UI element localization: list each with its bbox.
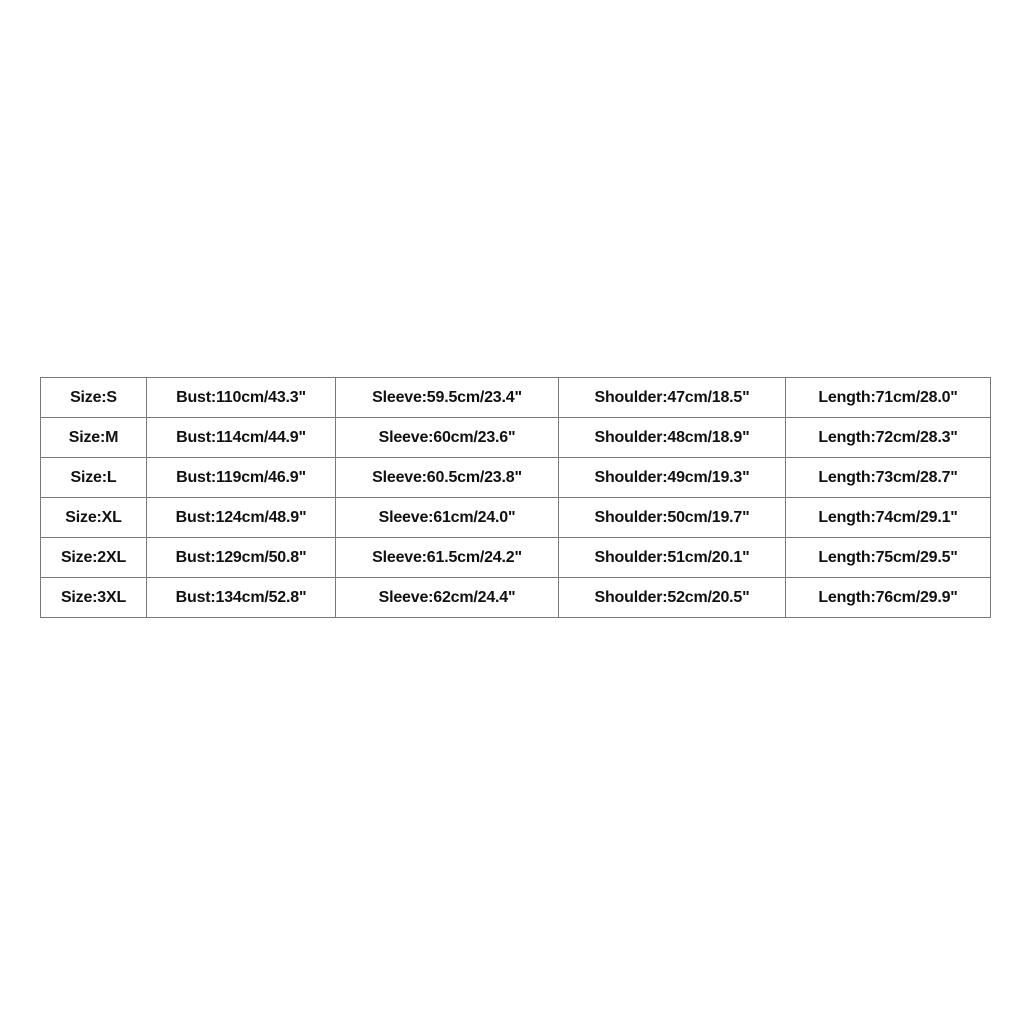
size-chart-table (40, 377, 991, 618)
table-row (41, 458, 991, 498)
length-cell: Length:73cm/28.7" (786, 458, 991, 498)
size-cell: Size:L (41, 458, 147, 498)
sleeve-cell: Sleeve:62cm/24.4" (336, 578, 559, 618)
bust-cell: Bust:134cm/52.8" (147, 578, 336, 618)
length-cell: Length:74cm/29.1" (786, 498, 991, 538)
table-row (41, 378, 991, 418)
length-cell: Length:76cm/29.9" (786, 578, 991, 618)
shoulder-cell: Shoulder:50cm/19.7" (559, 498, 786, 538)
size-cell: Size:XL (41, 498, 147, 538)
bust-cell: Bust:119cm/46.9" (147, 458, 336, 498)
bust-cell: Bust:114cm/44.9" (147, 418, 336, 458)
shoulder-cell: Shoulder:51cm/20.1" (559, 538, 786, 578)
sleeve-cell: Sleeve:60.5cm/23.8" (336, 458, 559, 498)
table-row (41, 418, 991, 458)
shoulder-cell: Shoulder:47cm/18.5" (559, 378, 786, 418)
length-cell: Length:75cm/29.5" (786, 538, 991, 578)
table-row (41, 498, 991, 538)
size-cell: Size:2XL (41, 538, 147, 578)
bust-cell: Bust:110cm/43.3" (147, 378, 336, 418)
sleeve-cell: Sleeve:60cm/23.6" (336, 418, 559, 458)
shoulder-cell: Shoulder:49cm/19.3" (559, 458, 786, 498)
size-cell: Size:M (41, 418, 147, 458)
size-cell: Size:S (41, 378, 147, 418)
bust-cell: Bust:124cm/48.9" (147, 498, 336, 538)
table-row (41, 578, 991, 618)
bust-cell: Bust:129cm/50.8" (147, 538, 336, 578)
table-row (41, 538, 991, 578)
length-cell: Length:71cm/28.0" (786, 378, 991, 418)
sleeve-cell: Sleeve:61cm/24.0" (336, 498, 559, 538)
shoulder-cell: Shoulder:52cm/20.5" (559, 578, 786, 618)
size-cell: Size:3XL (41, 578, 147, 618)
length-cell: Length:72cm/28.3" (786, 418, 991, 458)
sleeve-cell: Sleeve:59.5cm/23.4" (336, 378, 559, 418)
shoulder-cell: Shoulder:48cm/18.9" (559, 418, 786, 458)
sleeve-cell: Sleeve:61.5cm/24.2" (336, 538, 559, 578)
